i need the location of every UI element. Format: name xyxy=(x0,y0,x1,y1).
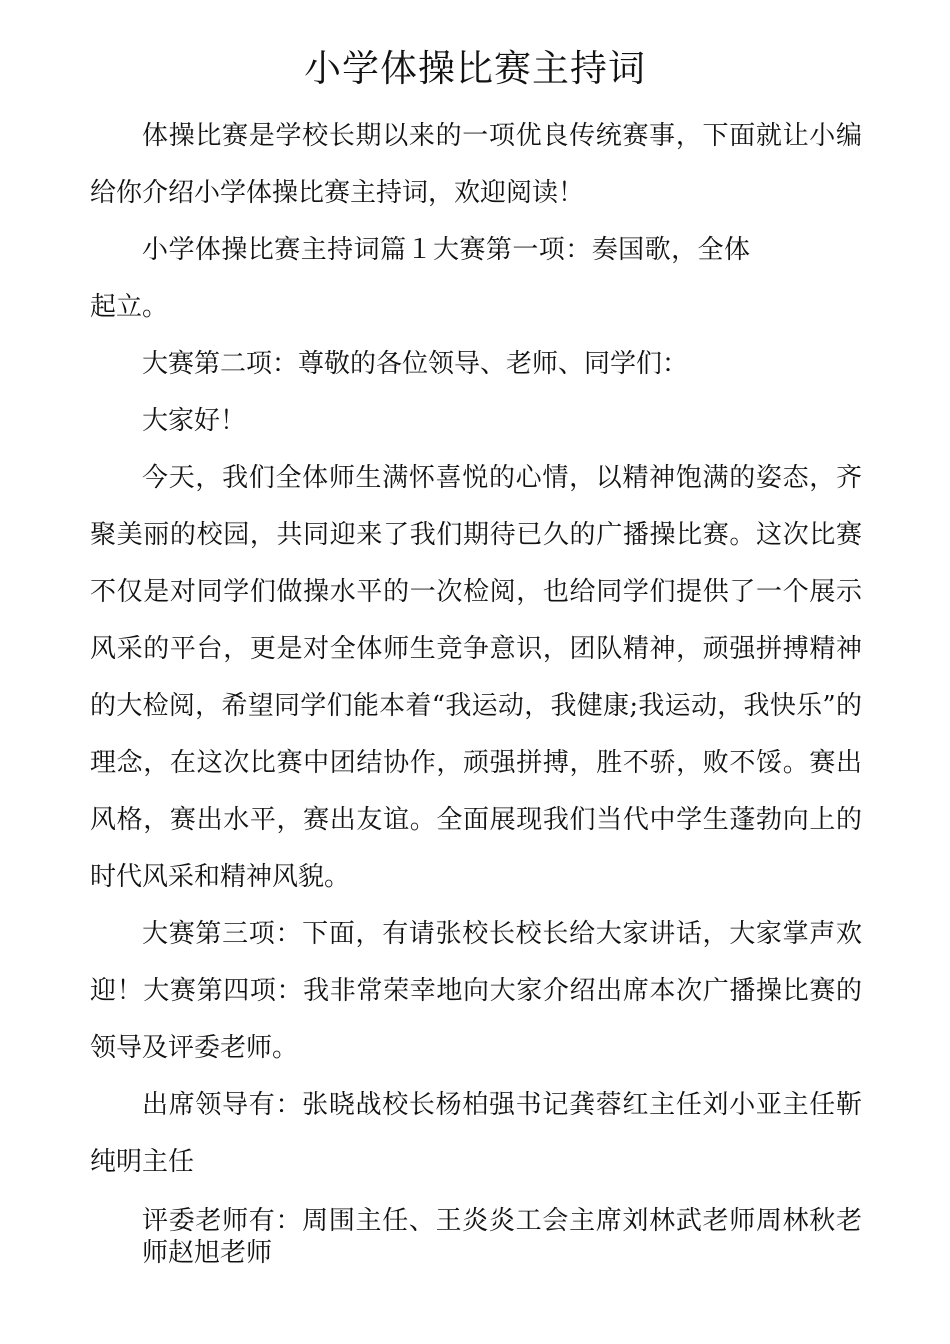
paragraph-item-2: 大赛第二项：尊敬的各位领导、老师、同学们： xyxy=(142,349,689,379)
paragraph-judges: 评委老师有：周围主任、王炎炎工会主席刘林武老师周林秋老师赵旭老师 xyxy=(142,1206,862,1268)
page-title: 小学体操比赛主持词 xyxy=(304,47,646,90)
paragraph-item-1: 小学体操比赛主持词篇１大赛第一项：奏国歌，全体起立。 xyxy=(90,235,750,322)
paragraph-greeting: 大家好！ xyxy=(142,406,247,436)
paragraph-leaders: 出席领导有：张晓战校长杨柏强书记龚蓉红主任刘小亚主任靳纯明主任 xyxy=(90,1090,862,1177)
paragraph-speech: 今天，我们全体师生满怀喜悦的心情，以精神饱满的姿态，齐聚美丽的校园，共同迎来了我们期待已久的广播操比赛。这次比赛不仅是对同学们做操水平的一次检阅，也给同学们提供了一个展示风采的平台，更是对全体师生竞争意识，团队精神，顽强拼搏精神的大检阅，希望同学们能本着“我运动，我健康;我运动，我快乐”的理念，在这次比赛中团结协作，顽强拼搏，胜不骄，败不馁。赛出风格，赛出水平，赛出友谊。全面展现我们当代中学生蓬勃向上的时代风采和精神风貌。 xyxy=(90,463,862,892)
document-body xyxy=(90,108,862,1269)
paragraph-intro: 体操比赛是学校长期以来的一项优良传统赛事，下面就让小编给你介绍小学体操比赛主持词，欢迎阅读！ xyxy=(90,121,862,208)
paragraph-item-3-4: 大赛第三项：下面，有请张校长校长给大家讲话，大家掌声欢迎！大赛第四项：我非常荣幸地向大家介绍出席本次广播操比赛的领导及评委老师。 xyxy=(90,919,862,1063)
